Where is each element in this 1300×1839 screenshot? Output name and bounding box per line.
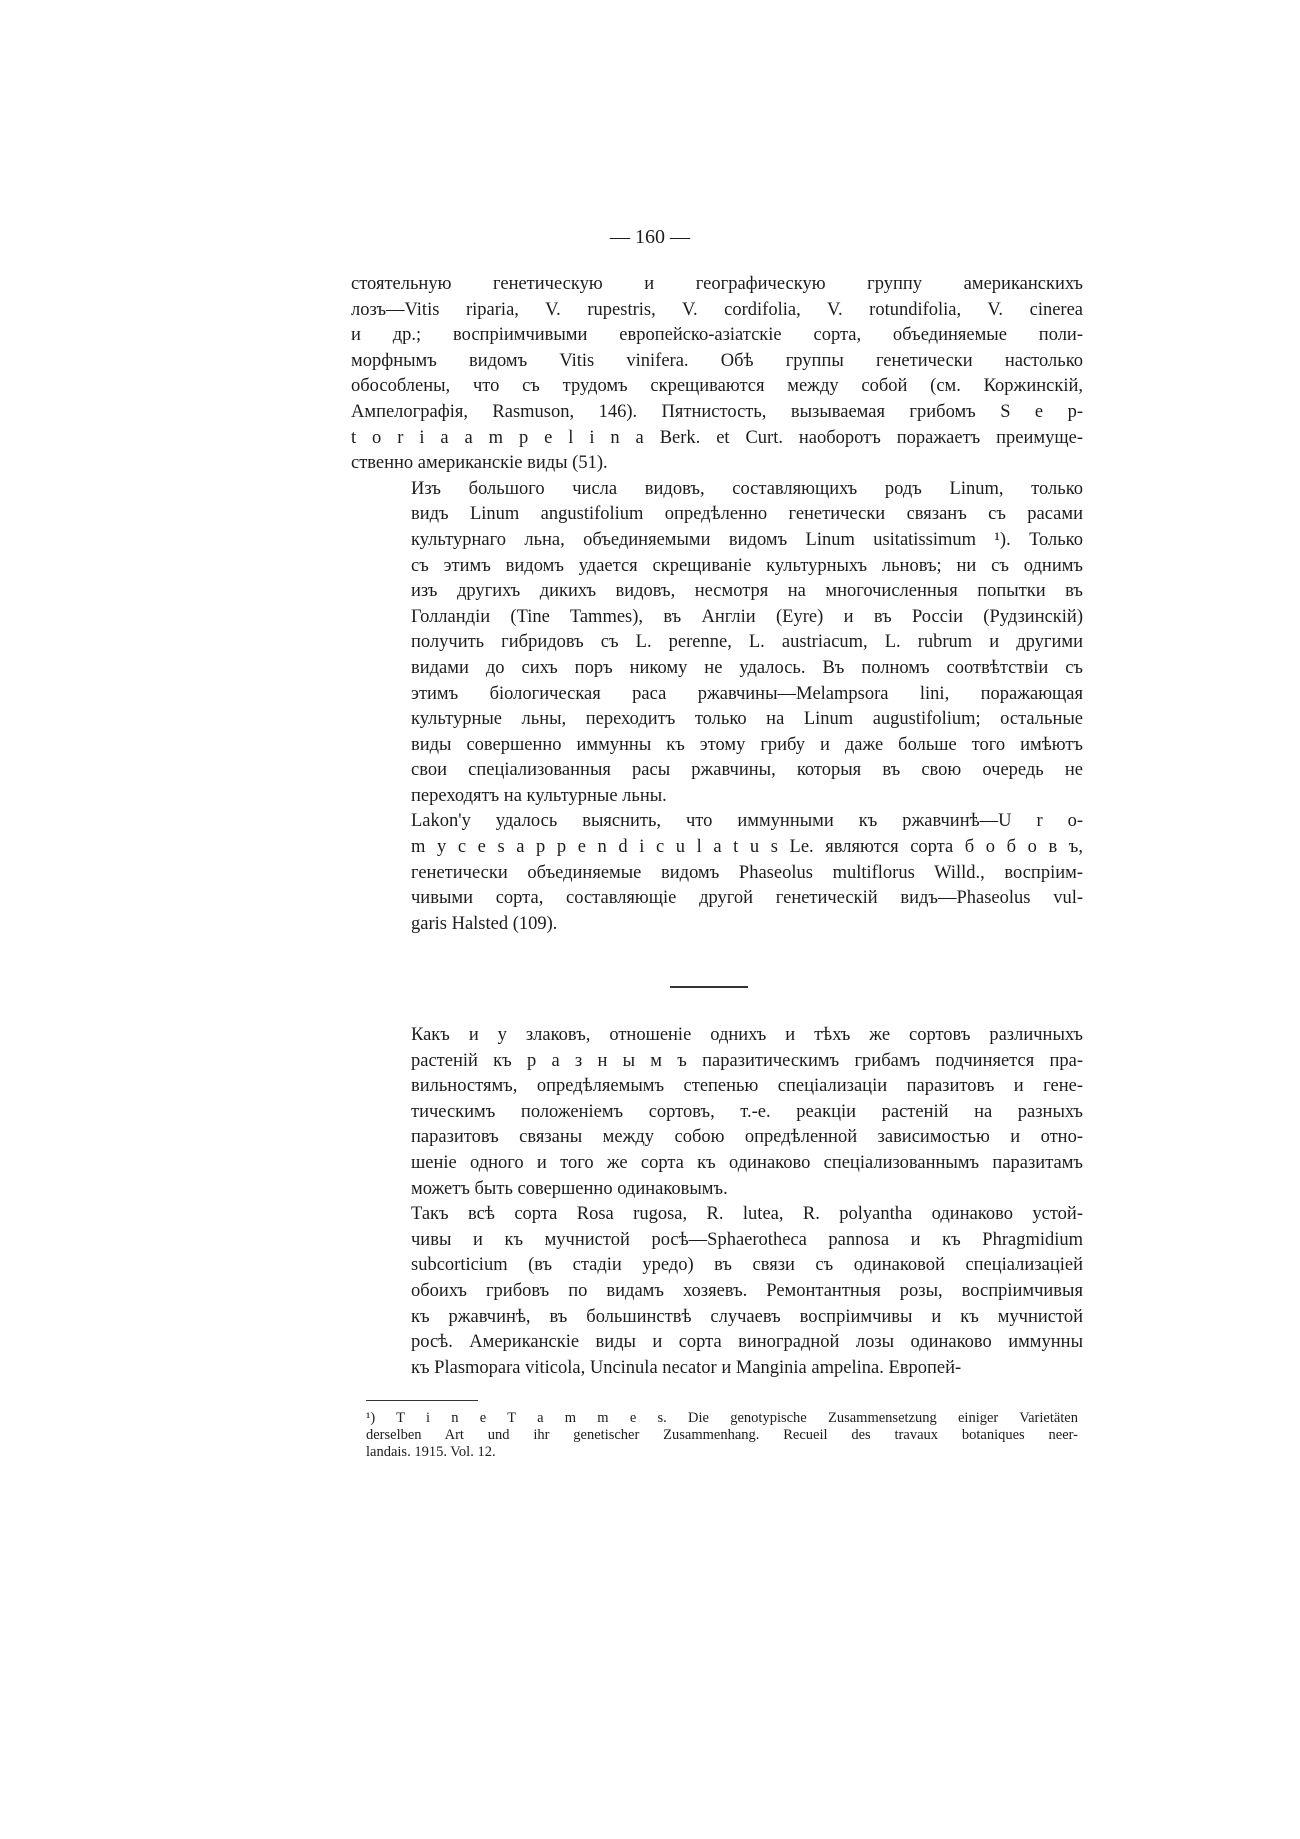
text-line: этимъ біологическая раса ржавчины—Melampsora lini, поражающая [411,683,1083,704]
text-line: культурные льны, переходитъ только на Linum augustifolium; остальные [411,709,1083,730]
text-line: Ампелографія, Rasmuson, 146). Пятнистость, вызываемая грибомъ S e p- [351,401,1083,422]
text-line: обособлены, что съ трудомъ скрещиваются между собой (см. Коржинскій, [351,376,1083,397]
paragraph [351,809,1083,937]
text-line: къ ржавчинѣ, въ большинствѣ случаевъ воспріимчивы и къ мучнистой [411,1306,1083,1327]
body-text-bottom [351,1023,1083,1381]
text-line: видъ Linum angustifolium опредѣленно генетически связанъ съ расами [411,504,1083,525]
paragraph [351,272,1083,477]
footnote-rule [366,1400,478,1401]
text-line: garis Halsted (109). [411,913,558,934]
text-line: получить гибридовъ съ L. perenne, L. austriacum, L. rubrum и другими [411,632,1083,653]
text-line: чивыми сорта, составляющіе другой генетическій видъ—Phaseolus vul- [411,888,1083,909]
text-line: съ этимъ видомъ удается скрещиваніе культурныхъ льновъ; ни съ однимъ [411,555,1083,576]
text-line: Такъ всѣ сорта Rosa rugosa, R. lutea, R. polyantha одинаково устой- [411,1204,1083,1225]
footnote [366,1410,1078,1461]
text-line: шеніе одного и того же сорта къ одинаково спеціализованнымъ паразитамъ [411,1152,1083,1173]
text-line: свои спеціализованныя расы ржавчины, которыя въ свою очередь не [411,760,1083,781]
body-text-top [351,272,1083,937]
text-line: растеній къ р а з н ы м ъ паразитическимъ грибамъ подчиняется пра- [411,1050,1083,1071]
paragraph [351,477,1083,810]
paragraph [351,1023,1083,1202]
text-line: росѣ. Американскіе виды и сорта виноградной лозы одинаково иммунны [411,1332,1083,1353]
text-line: Какъ и у злаковъ, отношеніе однихъ и тѣхъ же сортовъ различныхъ [411,1025,1083,1045]
text-line: лозъ—Vitis riparia, V. rupestris, V. cordifolia, V. rotundifolia, V. cinerea [351,299,1083,320]
text-line: t o r i a a m p e l i n a Berk. et Curt. наоборотъ поражаетъ преимуще- [351,427,1083,448]
text-line: чивы и къ мучнистой росѣ—Sphaerotheca pannosa и къ Phragmidium [411,1229,1083,1250]
text-line: паразитовъ связаны между собою опредѣленной зависимостью и отно- [411,1127,1083,1148]
footnote-line: derselben Art und ihr genetischer Zusammenhang. Recueil des travaux botaniques neer- [366,1427,1078,1443]
text-line: стоятельную генетическую и географическую группу американскихъ [351,274,1083,294]
text-line: и др.; воспріимчивыми европейско-азіатскіе сорта, объединяемые поли- [351,325,1083,346]
text-line: subcorticium (въ стадіи уредо) въ связи съ одинаковой спеціализаціей [411,1255,1083,1276]
text-line: ственно американскіе виды (51). [351,453,608,474]
footnote-line: ¹) T i n e T a m m e s. Die genotypische Zusammensetzung einiger Varietäten [366,1410,1078,1426]
page-number: — 160 — [610,226,690,248]
text-line: Голландіи (Tine Tammes), въ Англіи (Eyre) и въ Россіи (Рудзинскій) [411,606,1083,627]
text-line: виды совершенно иммунны къ этому грибу и даже больше того имѣютъ [411,734,1083,755]
text-line: морфнымъ видомъ Vitis vinifera. Обѣ группы генетически настолько [351,350,1083,371]
text-line: культурнаго льна, объединяемыми видомъ Linum usitatissimum ¹). Только [411,529,1083,550]
footnote-line: landais. 1915. Vol. 12. [366,1444,496,1460]
text-line: генетически объединяемые видомъ Phaseolus multiflorus Willd., воспріим- [411,862,1083,883]
text-line: Изъ большого числа видовъ, составляющихъ родъ Linum, только [411,478,1083,499]
text-line: къ Plasmopara viticola, Uncinula necator и Manginia ampelina. Европей- [411,1357,962,1378]
text-line: Lakon'у удалось выяснить, что иммунными къ ржавчинѣ—U r o- [411,811,1083,832]
text-line: обоихъ грибовъ по видамъ хозяевъ. Ремонтантныя розы, воспріимчивыя [411,1280,1083,1301]
text-line: изъ другихъ дикихъ видовъ, несмотря на многочисленныя попытки въ [411,581,1083,602]
section-separator [670,986,748,988]
text-line: m y c e s a p p e n d i c u l a t u s Le. являются сорта б о б о в ъ, [411,837,1083,858]
text-line: можетъ быть совершенно одинаковымъ. [411,1178,728,1199]
text-line: видами до сихъ поръ никому не удалось. Въ полномъ соотвѣтствіи съ [411,657,1083,678]
text-line: переходятъ на культурные льны. [411,785,667,806]
text-line: тическимъ положеніемъ сортовъ, т.-е. реакціи растеній на разныхъ [411,1101,1083,1122]
paragraph [351,1202,1083,1381]
text-line: вильностямъ, опредѣляемымъ степенью спеціализаціи паразитовъ и гене- [411,1076,1083,1097]
